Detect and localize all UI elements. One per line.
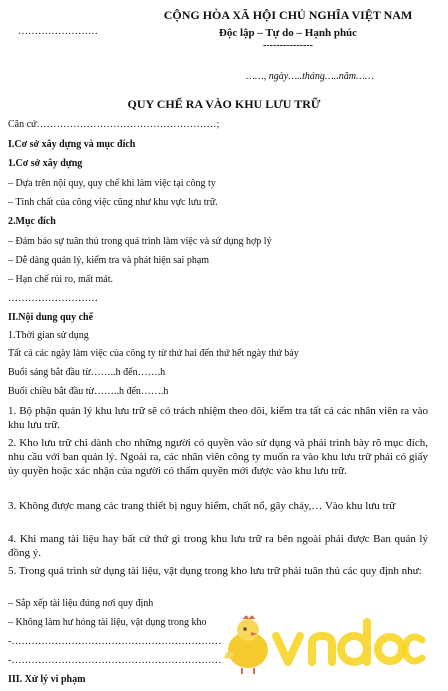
rule-item: 5. Trong quá trình sử dụng tài liệu, vật dụng trong kho lưu trữ phải tuân thủ các quy định như: xyxy=(8,565,422,577)
section-3-heading: III. Xử lý vi phạm xyxy=(8,674,86,685)
section-1-sub2: 2.Mục đích xyxy=(8,216,56,227)
sub-item: – Sắp xếp tài liệu đúng nơi quy định xyxy=(8,598,154,609)
list-item: – Tính chất của công việc cũng như khu vực lưu trữ. xyxy=(8,197,218,208)
date-line: ……, ngày…..tháng…..năm…… xyxy=(246,71,374,82)
rule-item: 1. Bộ phận quản lý khu lưu trữ sẽ có trách nhiệm theo dõi, kiểm tra tất cả các nhân viên ra vào khu lưu trữ. xyxy=(8,405,428,431)
chick-mascot-icon xyxy=(224,616,268,675)
section-2-heading: II.Nội dung quy chế xyxy=(8,312,94,323)
dot-line: -……………………………………………………… xyxy=(8,636,222,647)
basis-line: Căn cứ………………………………………………; xyxy=(8,119,220,130)
header-left-dots: …………………… xyxy=(18,26,98,37)
section-1-heading: I.Cơ sở xây dựng và mục đích xyxy=(8,139,136,150)
time-title: 1.Thời gian sử dụng xyxy=(8,330,89,341)
motto: Độc lập – Tự do – Hạnh phúc xyxy=(218,27,358,39)
rule-item: 4. Khi mang tài liệu hay bất cứ thứ gì trong khu lưu trữ ra bên ngoài phải được Ban quản lý đồng ý. xyxy=(8,533,428,559)
time-description: Tất cả các ngày làm việc của công ty từ thứ hai đến thứ hết ngày thứ bảy xyxy=(8,348,299,359)
sub-item: – Không làm hư hỏng tài liệu, vật dụng trong kho xyxy=(8,617,207,628)
list-item: – Dựa trên nội quy, quy chế khi làm việc tại công ty xyxy=(8,178,216,189)
rule-item: 3. Không được mang các trang thiết bị nguy hiểm, chất nổ, gây cháy,… Vào khu lưu trữ xyxy=(8,500,396,512)
document-title: QUY CHẾ RA VÀO KHU LƯU TRỮ xyxy=(127,97,321,111)
dot-line: -……………………………………………………… xyxy=(8,655,222,666)
vndoc-watermark-logo xyxy=(218,608,428,678)
section-1-dots: ……………………… xyxy=(8,293,98,304)
rule-item: 2. Kho lưu trữ chỉ dành cho những người có quyền vào sử dụng và phải trình bày rõ mục đích, nhu cầu với ban quản lý. Ngoài ra, các nhân viên công ty muốn ra vào khu lưu trữ phải có giấy ủy quyền hoặc xác nhận của người có thẩm quyền mới được vào khu lưu trữ. xyxy=(8,437,428,477)
list-item: – Dễ dàng quản lý, kiểm tra và phát hiện sai phạm xyxy=(8,255,210,266)
nation-heading: CỘNG HÒA XÃ HỘI CHỦ NGHĨA VIỆT NAM xyxy=(163,8,413,22)
motto-rule: --------------- xyxy=(263,40,313,51)
section-1-sub1: 1.Cơ sở xây dựng xyxy=(8,158,83,169)
list-item: – Đảm bảo sự tuân thủ trong quá trình làm việc và sử dụng hợp lý xyxy=(8,236,272,247)
afternoon-hours: Buổi chiều bắt đầu từ……..h đến…….h xyxy=(8,386,169,397)
morning-hours: Buổi sáng bắt đầu từ……..h đến…….h xyxy=(8,367,166,378)
list-item: – Hạn chế rủi ro, mất mát. xyxy=(8,274,113,285)
